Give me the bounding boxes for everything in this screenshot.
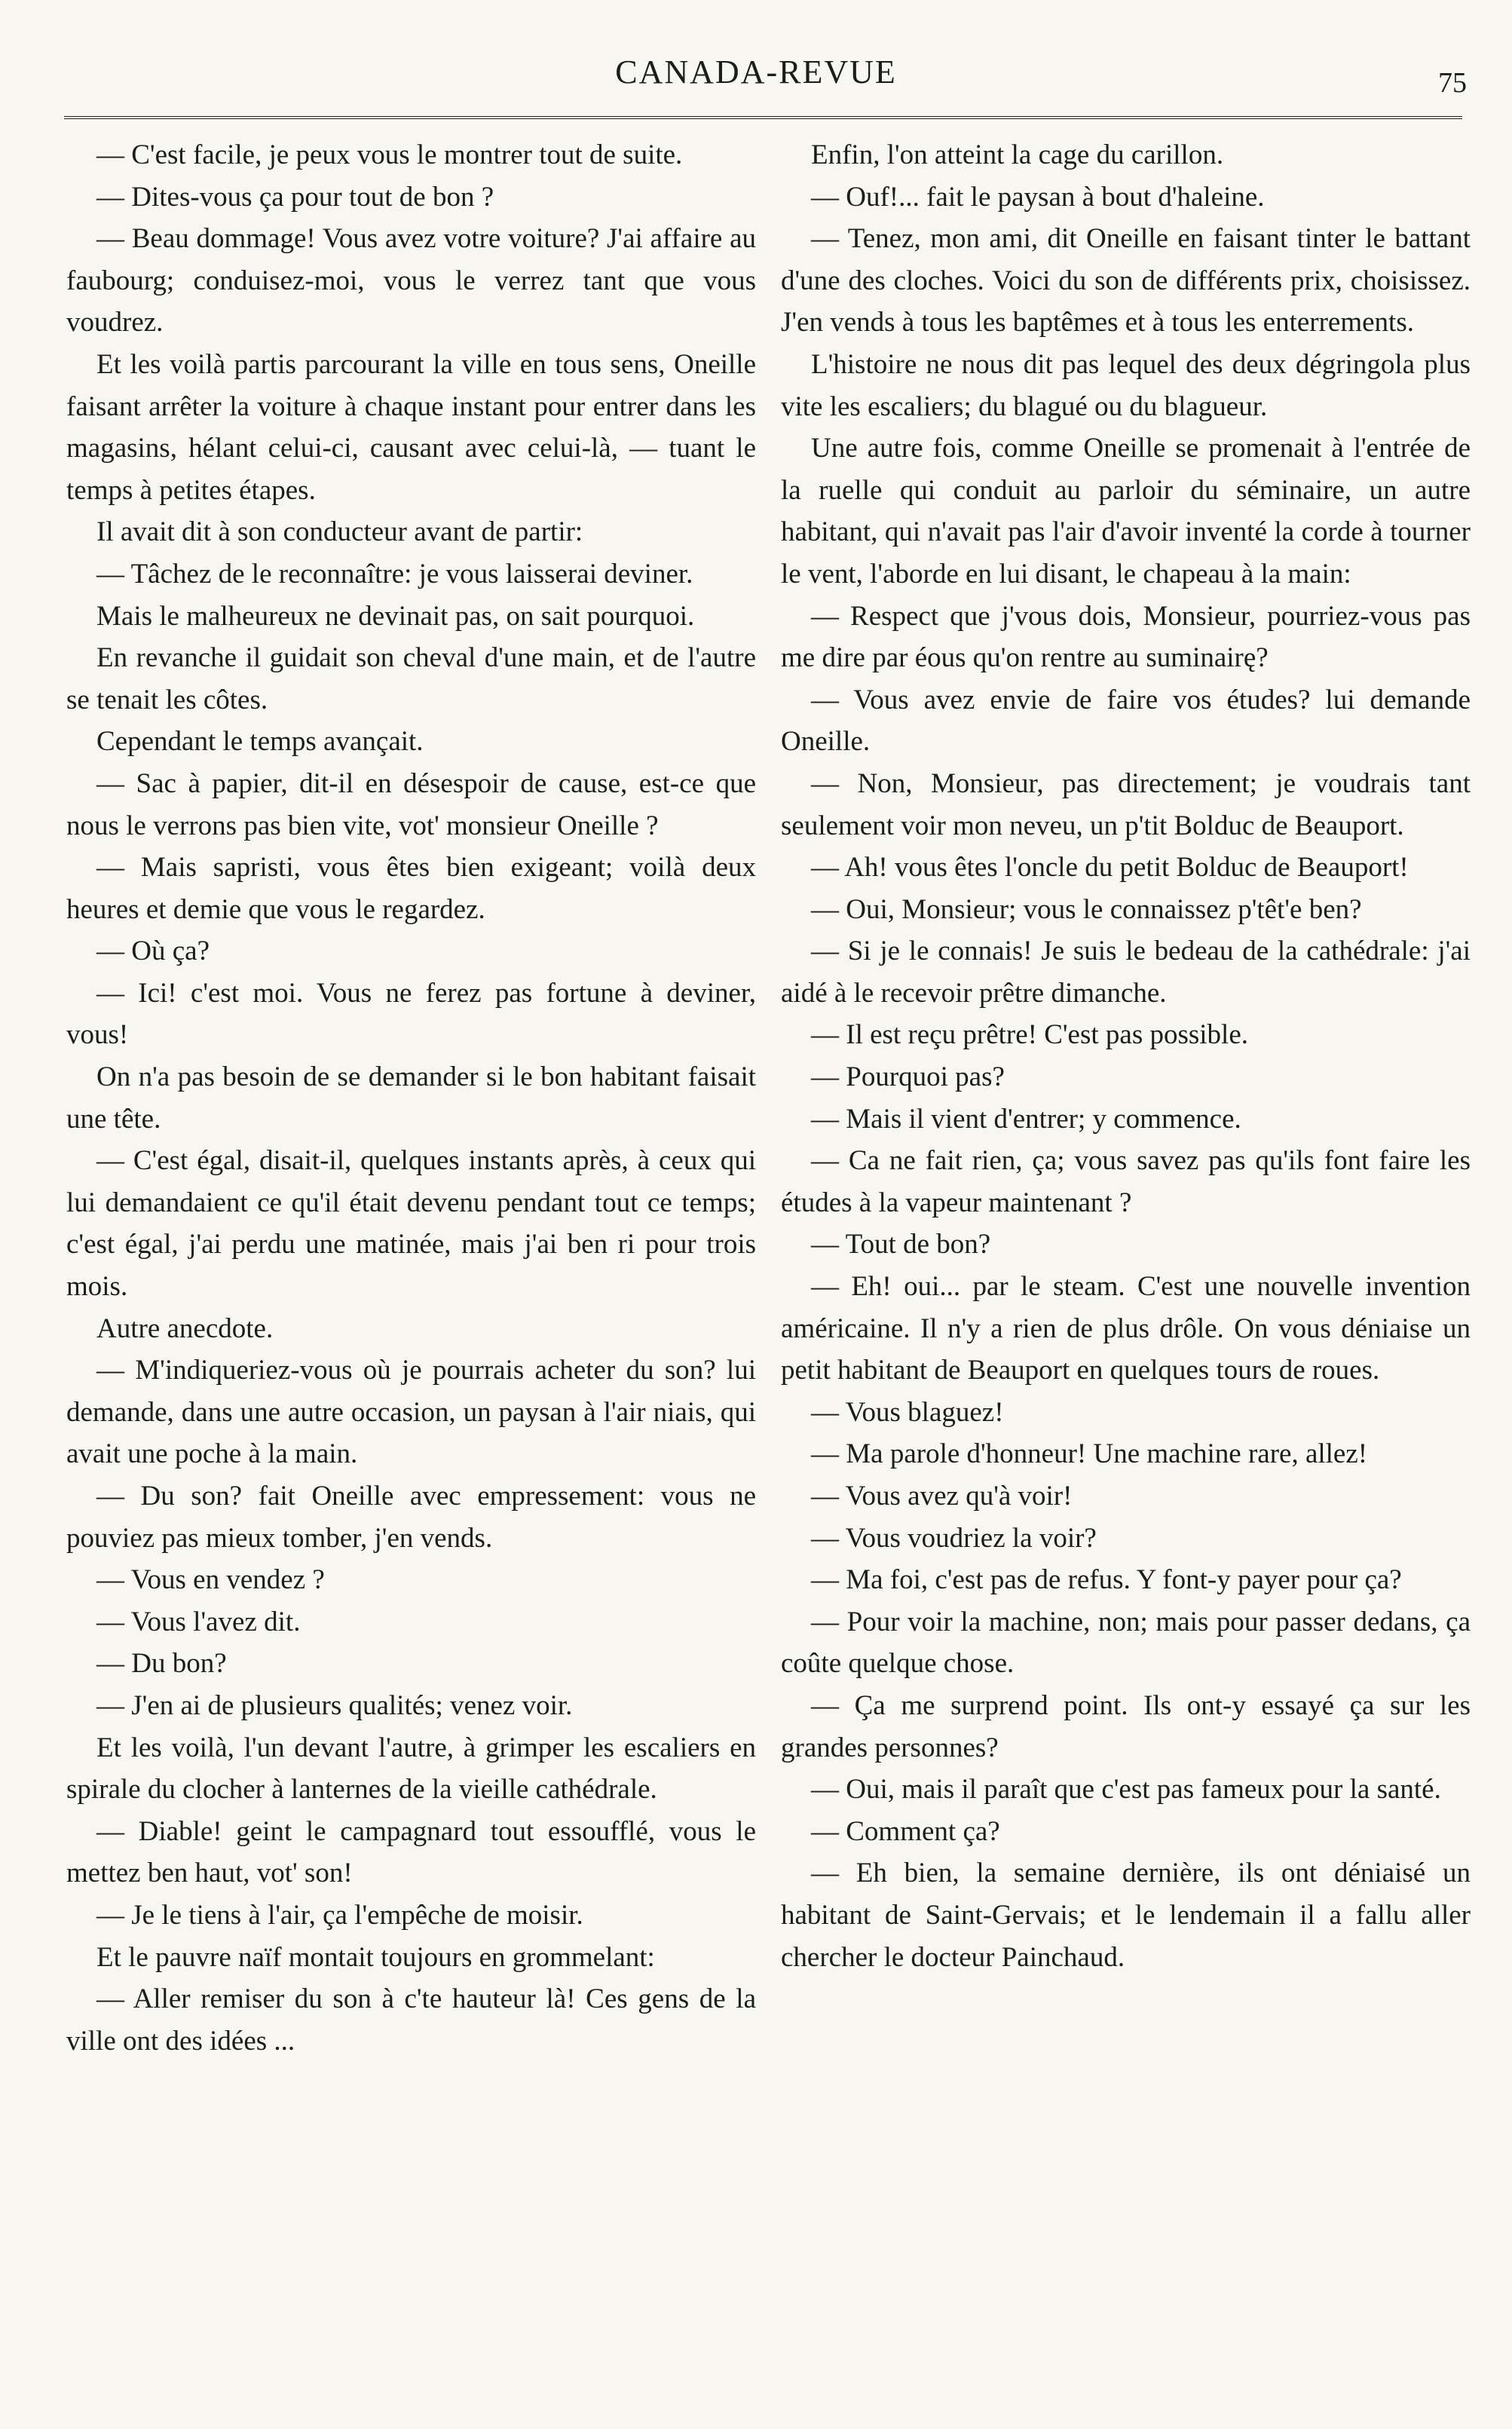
left-column: [66, 134, 756, 2062]
paragraph: — Dites-vous ça pour tout de bon ?: [96, 181, 494, 213]
paragraph: — Mais sapristi, vous êtes bien exigeant; voilà deux heures et demie que vous le regardez.: [66, 852, 756, 925]
paragraph: — Vous blaguez!: [811, 1396, 1004, 1428]
paragraph: — Ah! vous êtes l'oncle du petit Bolduc de Beauport!: [811, 852, 1409, 884]
paragraph: — Ma parole d'honneur! Une machine rare, allez!: [811, 1438, 1368, 1470]
paragraph: En revanche il guidait son cheval d'une main, et de l'autre se tenait les côtes.: [66, 642, 756, 715]
paragraph: — Oui, mais il paraît que c'est pas fameux pour la santé.: [811, 1774, 1441, 1806]
paragraph: — Vous voudriez la voir?: [811, 1522, 1097, 1554]
paragraph: Et les voilà, l'un devant l'autre, à grimper les escaliers en spirale du clocher à lanternes de la vieille cathédrale.: [66, 1732, 756, 1806]
paragraph: — C'est facile, je peux vous le montrer tout de suite.: [96, 139, 683, 170]
paragraph: — Vous en vendez ?: [96, 1564, 325, 1596]
paragraph: — Diable! geint le campagnard tout essoufflé, vous le mettez ben haut, vot' son!: [66, 1815, 756, 1889]
paragraph: — Vous avez envie de faire vos études? lui demande Oneille.: [781, 684, 1471, 758]
paragraph: — Vous l'avez dit.: [96, 1606, 301, 1637]
paragraph: — Aller remiser du son à c'te hauteur là! Ces gens de la ville ont des idées ...: [66, 1983, 756, 2057]
paragraph: — Pour voir la machine, non; mais pour passer dedans, ça coûte quelque chose.: [781, 1606, 1471, 1680]
paragraph: — Comment ça?: [811, 1815, 1000, 1847]
paragraph: — J'en ai de plusieurs qualités; venez voir.: [96, 1689, 573, 1721]
paragraph: Et les voilà partis parcourant la ville en tous sens, Oneille faisant arrêter la voiture à chaque instant pour entrer dans les magasins, hélant celui-ci, causant avec celui-là, — tuant le temps à petites étapes.: [66, 348, 756, 506]
paragraph: — Du son? fait Oneille avec empressement: vous ne pouviez pas mieux tomber, j'en vends.: [66, 1481, 756, 1554]
header-rule: [64, 116, 1462, 119]
paragraph: — Ca ne fait rien, ça; vous savez pas qu'ils font faire les études à la vapeur maintenant ?: [781, 1145, 1471, 1218]
paragraph: Enfin, l'on atteint la cage du carillon.: [811, 139, 1224, 170]
paragraph: — Du bon?: [96, 1648, 227, 1680]
paragraph: L'histoire ne nous dit pas lequel des deux dégringola plus vite les escaliers; du blagué ou du blagueur.: [781, 348, 1471, 422]
paragraph: On n'a pas besoin de se demander si le bon habitant faisait une tête.: [66, 1061, 756, 1135]
paragraph: — Ici! c'est moi. Vous ne ferez pas fortune à deviner, vous!: [66, 977, 756, 1051]
paragraph: — C'est égal, disait-il, quelques instants après, à ceux qui lui demandaient ce qu'il était devenu pendant tout ce temps; c'est égal, j'ai perdu une matinée, mais j'ai ben ri pour trois mois.: [66, 1145, 756, 1303]
paragraph: — Mais il vient d'entrer; y commence.: [811, 1103, 1241, 1135]
paragraph: — Il est reçu prêtre! C'est pas possible.: [811, 1019, 1249, 1051]
paragraph: — M'indiqueriez-vous où je pourrais acheter du son? lui demande, dans une autre occasion, un paysan à l'air niais, qui avait une poche à la main.: [66, 1355, 756, 1470]
paragraph: Cependant le temps avançait.: [96, 726, 424, 758]
paragraph: Mais le malheureux ne devinait pas, on sait pourquoi.: [96, 600, 695, 632]
paragraph: — Pourquoi pas?: [811, 1061, 1005, 1093]
paragraph: — Ouf!... fait le paysan à bout d'haleine.: [811, 181, 1265, 213]
page-number: 75: [1438, 67, 1467, 99]
paragraph: — Eh bien, la semaine dernière, ils ont déniaisé un habitant de Saint-Gervais; et le lendemain il a fallu aller chercher le docteur Painchaud.: [781, 1858, 1471, 1973]
paragraph: — Oui, Monsieur; vous le connaissez p'têt'e ben?: [811, 893, 1362, 925]
paragraph: — Tâchez de le reconnaître: je vous laisserai deviner.: [96, 558, 693, 590]
paragraph: — Si je le connais! Je suis le bedeau de la cathédrale: j'ai aidé à le recevoir prêtre dimanche.: [781, 936, 1471, 1009]
paragraph: Il avait dit à son conducteur avant de partir:: [96, 516, 583, 548]
paragraph: — Non, Monsieur, pas directement; je voudrais tant seulement voir mon neveu, un p'tit Bolduc de Beauport.: [781, 767, 1471, 841]
paragraph: Autre anecdote.: [96, 1313, 274, 1344]
paragraph: — Je le tiens à l'air, ça l'empêche de moisir.: [96, 1899, 583, 1931]
paragraph: — Respect que j'vous dois, Monsieur, pourriez-vous pas me dire par éous qu'on rentre au suminairę?: [781, 600, 1471, 674]
paragraph: — Sac à papier, dit-il en désespoir de cause, est-ce que nous le verrons pas bien vite, vot' monsieur Oneille ?: [66, 767, 756, 841]
right-column: [781, 134, 1471, 1978]
paragraph: Et le pauvre naïf montait toujours en grommelant:: [96, 1941, 655, 1973]
paragraph: — Où ça?: [96, 936, 210, 967]
paragraph: — Tenez, mon ami, dit Oneille en faisant tinter le battant d'une des cloches. Voici du son de différents prix, choisissez. J'en vends à tous les baptêmes et à tous les enterrements.: [781, 223, 1471, 338]
paragraph: — Eh! oui... par le steam. C'est une nouvelle invention américaine. Il n'y a rien de plus drôle. On vous déniaise un petit habitant de Beauport en quelques tours de roues.: [781, 1271, 1471, 1386]
paragraph: Une autre fois, comme Oneille se promenait à l'entrée de la ruelle qui conduit au parloir du séminaire, un autre habitant, qui n'avait pas l'air d'avoir inventé la corde à tourner le vent, l'aborde en lui disant, le chapeau à la main:: [781, 433, 1471, 590]
paragraph: — Tout de bon?: [811, 1229, 991, 1260]
paragraph: — Vous avez qu'à voir!: [811, 1481, 1073, 1512]
paragraph: — Ça me surprend point. Ils ont-y essayé ça sur les grandes personnes?: [781, 1689, 1471, 1763]
paragraph: — Beau dommage! Vous avez votre voiture? J'ai affaire au faubourg; conduisez-moi, vous le verrez tant que vous voudrez.: [66, 223, 756, 338]
page-header-title: CANADA-REVUE: [615, 54, 897, 90]
paragraph: — Ma foi, c'est pas de refus. Y font-y payer pour ça?: [811, 1564, 1402, 1596]
